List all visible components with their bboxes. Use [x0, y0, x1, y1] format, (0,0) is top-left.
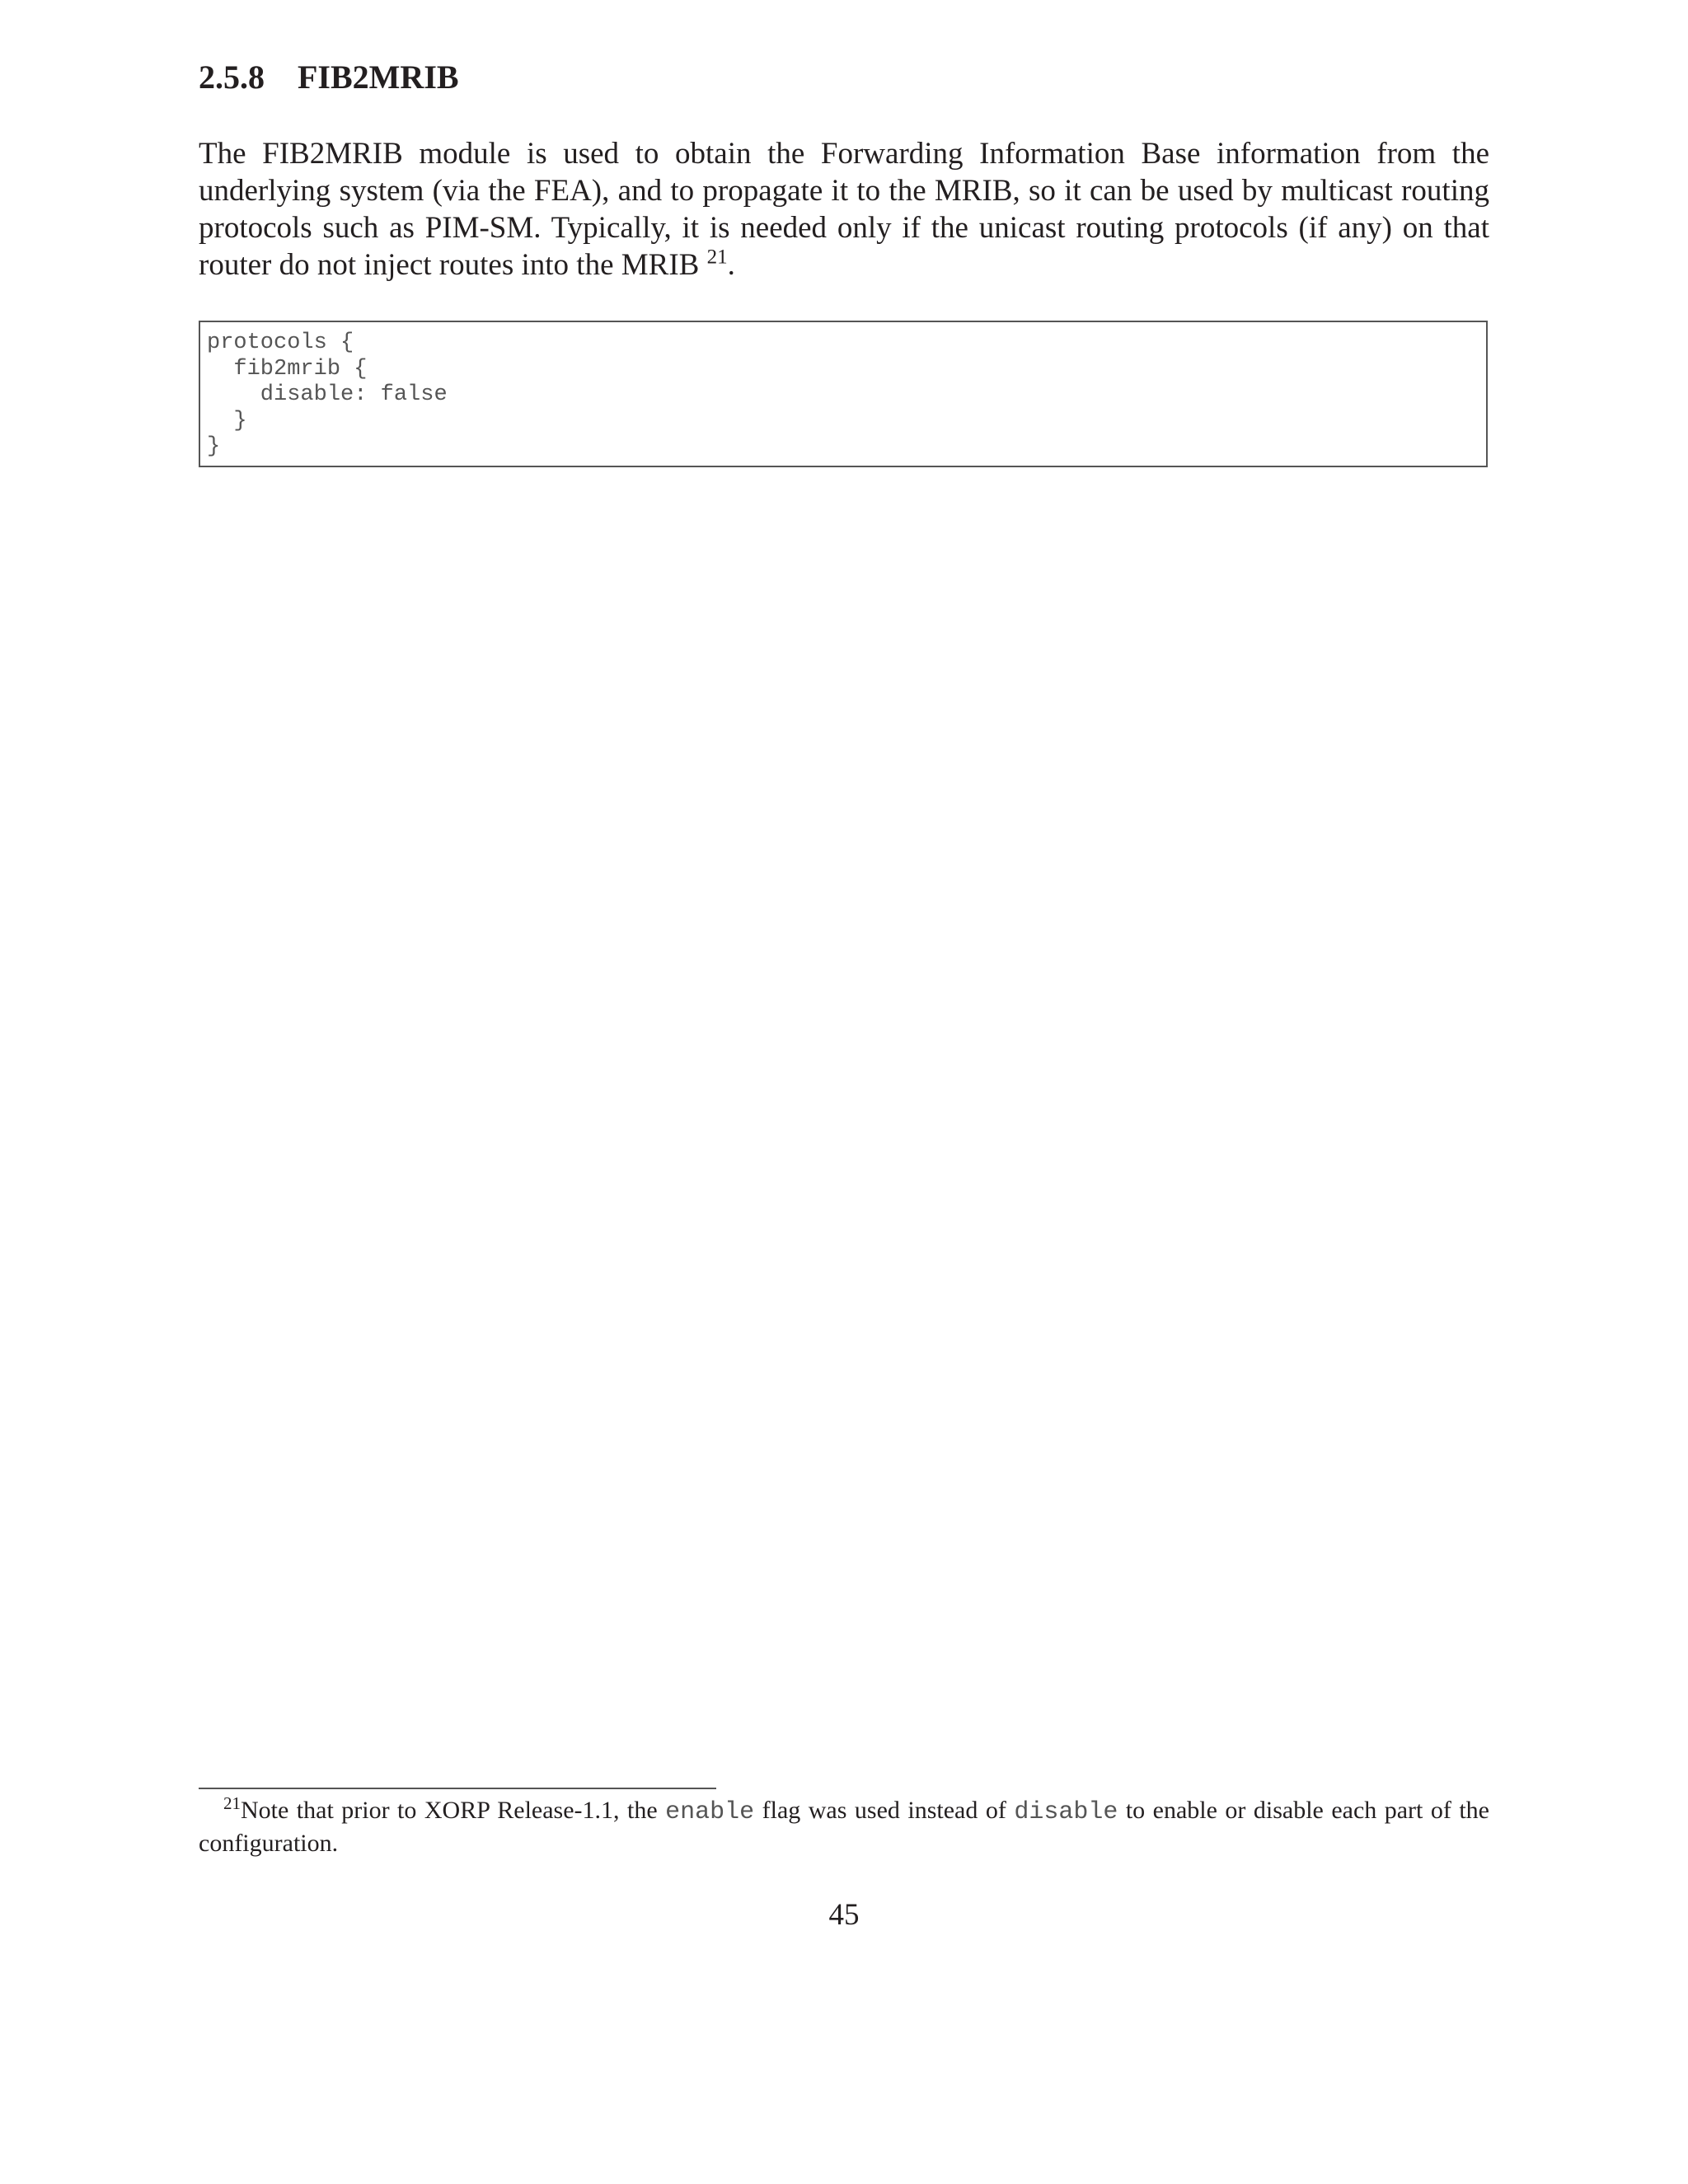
footnote-text-before: Note that prior to XORP Release-1.1, the	[241, 1797, 666, 1824]
page-number: 45	[828, 1898, 860, 1932]
code-listing-box	[199, 321, 1488, 467]
section-title: FIB2MRIB	[298, 59, 459, 96]
paragraph-end: .	[727, 248, 735, 282]
footnote-text-after: to enable or disable each part of the configuration.	[199, 1797, 1489, 1857]
footnote-divider	[199, 1788, 716, 1789]
footnote-code-enable: enable	[665, 1798, 755, 1826]
footnote	[199, 1795, 1489, 1858]
section-heading	[199, 54, 459, 101]
code-listing: protocols { fib2mrib { disable: false } }	[207, 330, 448, 459]
footnote-code-disable: disable	[1014, 1798, 1118, 1826]
footnote-marker: 21	[223, 1793, 241, 1813]
footnote-text-middle: flag was used instead of	[754, 1797, 1015, 1824]
body-paragraph	[199, 135, 1489, 284]
footnote-reference: 21	[706, 246, 728, 269]
section-number: 2.5.8	[199, 59, 265, 96]
paragraph-text: The FIB2MRIB module is used to obtain the Forwarding Information Base information from the underlying system (via the FEA), and to propagate it to the MRIB, so it can be used by multicast routing protocols such as PIM-SM. Typically, it is needed only if the unicast routing protocols (if any) on that router do not inject routes into the MRIB	[199, 137, 1489, 282]
